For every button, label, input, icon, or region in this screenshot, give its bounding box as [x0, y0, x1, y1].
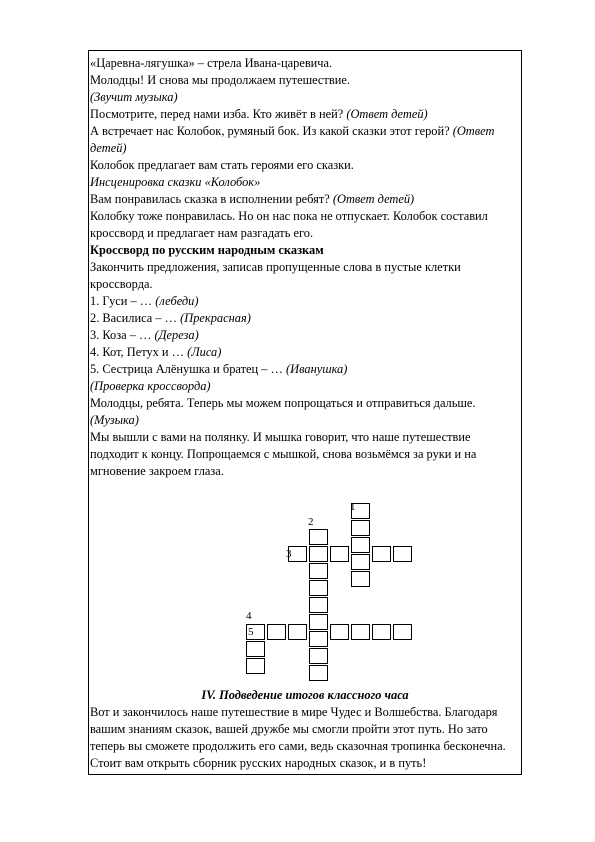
text-fragment: 3. Коза – … [90, 328, 155, 342]
text-fragment: Колобок предлагает вам стать героями его сказки. [90, 158, 354, 172]
text-fragment: (лебеди) [155, 294, 199, 308]
crossword-cell [309, 597, 328, 613]
text-fragment: Кроссворд по русским народным сказкам [90, 243, 324, 257]
crossword-cell [351, 571, 370, 587]
crossword-cell [351, 624, 370, 640]
text-fragment: 2. Василиса – … [90, 311, 181, 325]
text-line [90, 106, 520, 123]
text-fragment: (Проверка кроссворда) [90, 379, 211, 393]
text-line [90, 208, 520, 225]
crossword-cell [330, 546, 349, 562]
crossword-cell [309, 631, 328, 647]
text-line [90, 259, 520, 276]
crossword-cell [393, 624, 412, 640]
text-fragment: Посмотрите, перед нами изба. Кто живёт в ней? [90, 107, 347, 121]
text-line [90, 157, 520, 174]
summary-line: вашим знаниям сказок, вашей дружбе мы смогли пройти этот путь. Но зато [90, 722, 488, 736]
text-fragment: (Прекрасная) [180, 311, 251, 325]
crossword-number: 5 [248, 626, 254, 638]
text-line [90, 412, 520, 429]
summary-heading: IV. Подведение итогов классного часа [201, 688, 409, 702]
crossword-number: 2 [308, 516, 314, 528]
crossword-cell [372, 624, 391, 640]
text-fragment: (Ответ детей) [346, 107, 428, 121]
text-fragment: Молодцы! И снова мы продолжаем путешествие. [90, 73, 350, 87]
text-fragment: Колобку тоже понравилась. Но он нас пока не отпускает. Колобок составил [90, 209, 488, 223]
text-fragment: (Ответ детей) [332, 192, 415, 206]
crossword-cell [246, 641, 265, 657]
text-fragment: Инсценировка сказки «Колобок» [90, 175, 261, 189]
crossword-cell [330, 624, 349, 640]
crossword-cell [309, 665, 328, 681]
crossword-cell [372, 546, 391, 562]
text-line [90, 72, 520, 89]
text-line [90, 327, 520, 344]
lesson-text [90, 55, 520, 480]
crossword-cell [393, 546, 412, 562]
text-line [90, 310, 520, 327]
text-fragment: Мы вышли с вами на полянку. И мышка говорит, что наше путешествие [90, 430, 471, 444]
crossword-cell [267, 624, 286, 640]
text-fragment: (Музыка) [90, 413, 139, 427]
text-fragment: мгновение закроем глаза. [90, 464, 224, 478]
text-line [90, 344, 520, 361]
crossword-cell [351, 520, 370, 536]
summary-line: теперь вы сможете продолжить его сами, ведь сказочная тропинка бесконечна. [90, 739, 506, 753]
text-line [90, 123, 520, 140]
crossword-cell [309, 563, 328, 579]
text-line [90, 225, 520, 242]
crossword-cell [246, 658, 265, 674]
text-fragment: (Иванушка) [286, 362, 348, 376]
crossword-cell [309, 614, 328, 630]
text-line [90, 463, 520, 480]
summary-line: Стоит вам открыть сборник русских народных сказок, и в путь! [90, 756, 427, 770]
text-fragment: кроссворда. [90, 277, 153, 291]
text-line [90, 361, 520, 378]
text-fragment: 5. Сестрица Алёнушка и братец – … [90, 362, 286, 376]
crossword-cell [351, 554, 370, 570]
text-fragment: 1. Гуси – … [90, 294, 156, 308]
text-line [90, 174, 520, 191]
text-line [90, 293, 520, 310]
text-fragment: подходит к концу. Попрощаемся с мышкой, снова возьмёмся за руки и на [90, 447, 477, 461]
text-fragment: Вам понравилась сказка в исполнении ребят? [90, 192, 333, 206]
crossword-cell [288, 624, 307, 640]
text-fragment: (Дереза) [154, 328, 199, 342]
text-line [90, 55, 520, 72]
text-line [90, 140, 520, 157]
crossword-cell [309, 648, 328, 664]
text-line [90, 242, 520, 259]
text-line [90, 191, 520, 208]
crossword-cell [309, 529, 328, 545]
crossword-number: 1 [350, 501, 356, 513]
text-fragment: Молодцы, ребята. Теперь мы можем попрощаться и отправиться дальше. [90, 396, 476, 410]
text-line [90, 429, 520, 446]
text-fragment: А встречает нас Колобок, румяный бок. Из какой сказки этот герой? [90, 124, 453, 138]
text-fragment: Закончить предложения, записав пропущенные слова в пустые клетки [90, 260, 461, 274]
text-fragment: «Царевна-лягушка» – стрела Ивана-царевича. [90, 56, 333, 70]
crossword-cell [351, 537, 370, 553]
text-fragment: детей) [90, 141, 127, 155]
text-line [90, 378, 520, 395]
summary-section [90, 687, 520, 772]
text-fragment: кроссворд и предлагает нам разгадать его. [90, 226, 314, 240]
text-line [90, 395, 520, 412]
text-fragment: (Звучит музыка) [90, 90, 178, 104]
text-fragment: 4. Кот, Петух и … [90, 345, 188, 359]
crossword-number: 4 [246, 610, 252, 622]
text-line [90, 446, 520, 463]
crossword-cell [309, 546, 328, 562]
text-fragment: (Ответ [452, 124, 495, 138]
crossword-number: 3 [286, 548, 292, 560]
text-line [90, 89, 520, 106]
crossword-cell [309, 580, 328, 596]
text-line [90, 276, 520, 293]
summary-line: Вот и закончилось наше путешествие в мире Чудес и Волшебства. Благодаря [90, 705, 498, 719]
text-fragment: (Лиса) [187, 345, 222, 359]
